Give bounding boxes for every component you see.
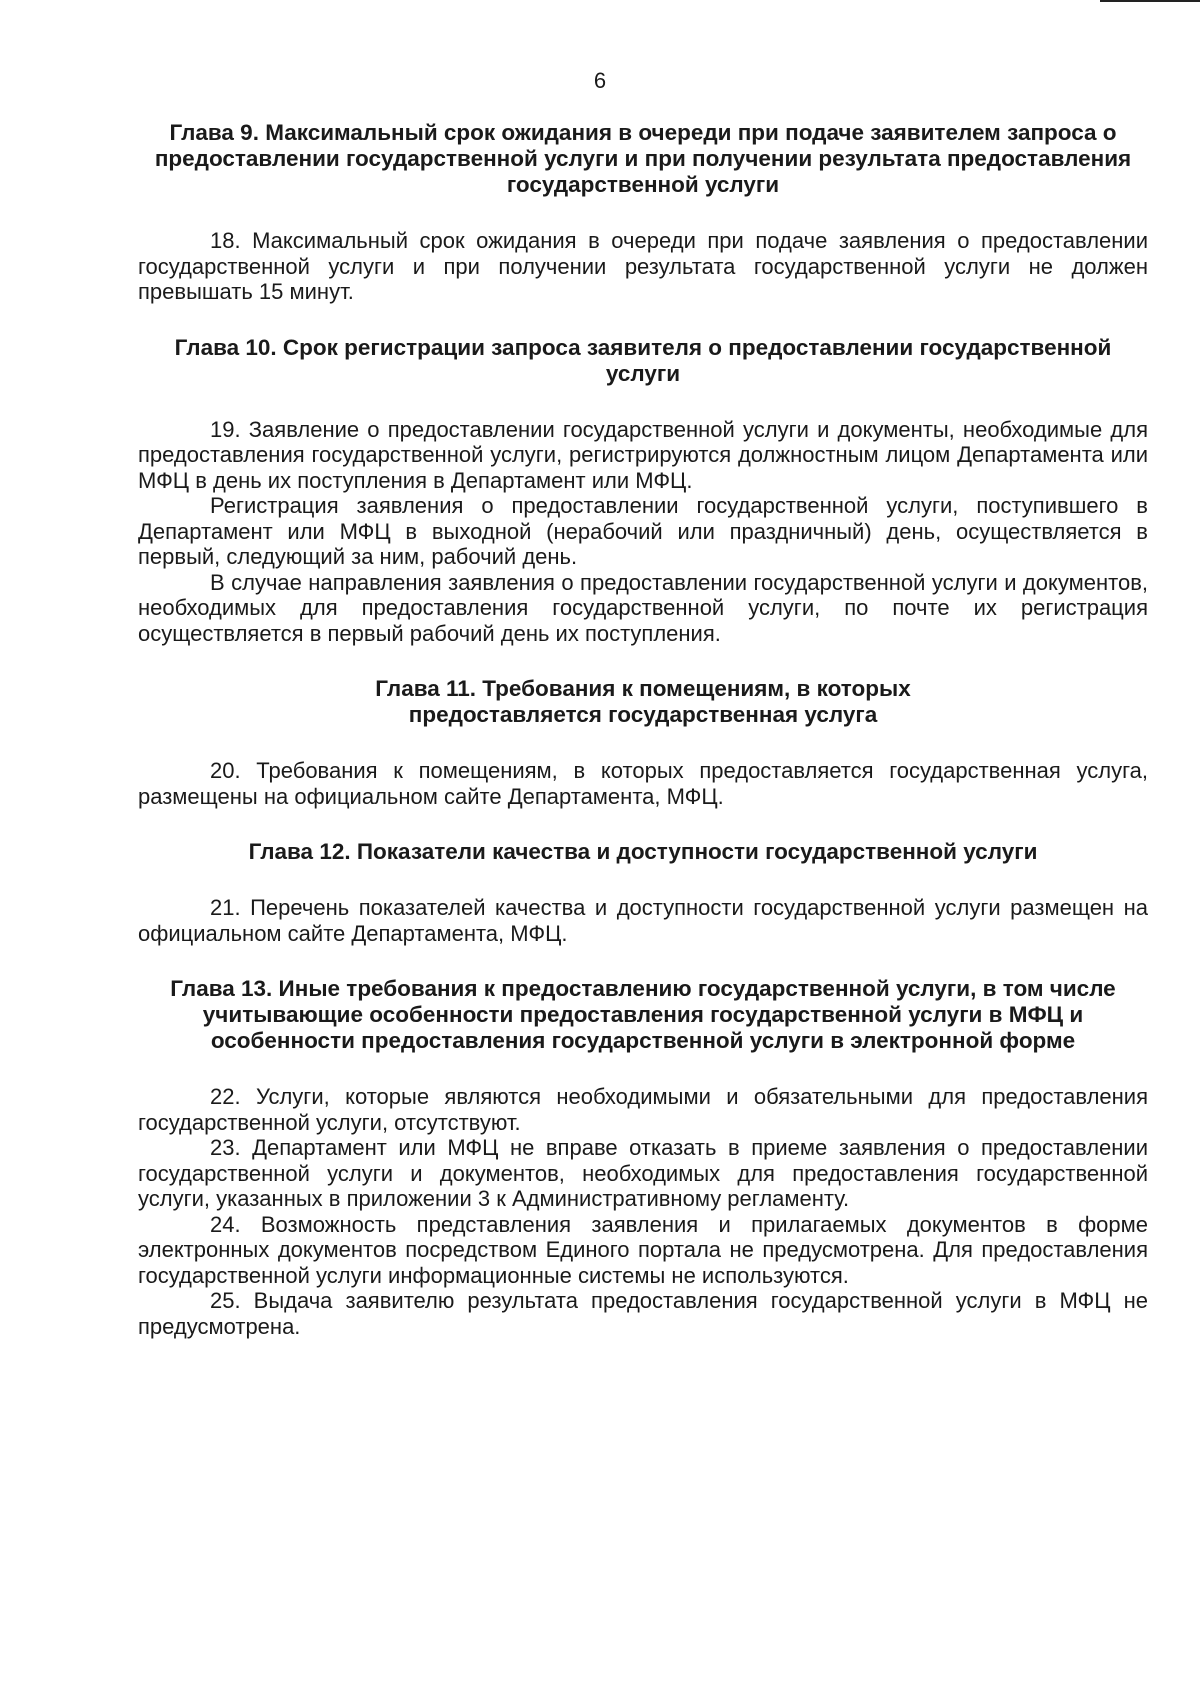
paragraph-24: 24. Возможность представления заявления и прилагаемых документов в форме электронных документов посредством Единого портала не предусмотрена. Для предоставления государственной услуги информационные системы не используются.	[138, 1211, 1148, 1288]
paragraph-19-mail: В случае направления заявления о предоставлении государственной услуги и документов, необходимых для предоставления государственной услуги, по почте их регистрация осуществляется в первый рабочий день их поступления.	[138, 569, 1148, 646]
paragraph-23: 23. Департамент или МФЦ не вправе отказать в приеме заявления о предоставлении государственной услуги и документов, необходимых для предоставления государственной услуги, указанных в приложении 3 к Административному регламенту.	[138, 1135, 1148, 1211]
chapter-10-heading: Глава 10. Срок регистрации запроса заявителя о предоставлении государственной услуги	[174, 334, 1112, 386]
corner-divider	[1100, 0, 1200, 2]
paragraph-20: 20. Требования к помещениям, в которых предоставляется государственная услуга, размещены на официальном сайте Департамента, МФЦ.	[138, 758, 1148, 809]
paragraph-19-registration: Регистрация заявления о предоставлении государственной услуги, поступившего в Департамент или МФЦ в выходной (нерабочий или праздничный) день, осуществляется в первый, следующий за ним, рабочий день.	[138, 493, 1148, 569]
chapter-12-heading: Глава 12. Показатели качества и доступности государственной услуги	[248, 839, 1038, 864]
paragraph-21: 21. Перечень показателей качества и доступности государственной услуги размещен на официальном сайте Департамента, МФЦ.	[138, 895, 1148, 946]
chapter-11-heading: Глава 11. Требования к помещениям, в которых предоставляется государственная услуга	[375, 676, 911, 727]
document-body	[138, 120, 1148, 1339]
paragraph-19: 19. Заявление о предоставлении государственной услуги и документы, необходимые для предоставления государственной услуги, регистрируются должностным лицом Департамента или МФЦ в день их поступления в Департамент или МФЦ.	[138, 416, 1148, 493]
chapter-9-heading: Глава 9. Максимальный срок ожидания в очереди при подаче заявителем запроса о предоставлении государственной услуги и при получении результата предоставления государственной услуги	[154, 120, 1132, 197]
page-number: 6	[593, 68, 607, 93]
chapter-13-heading: Глава 13. Иные требования к предоставлению государственной услуги, в том числе учитывающие особенности предоставления государственной услуги в МФЦ и особенности предоставления государственной услуги в электронной форме	[170, 976, 1116, 1053]
paragraph-22: 22. Услуги, которые являются необходимыми и обязательными для предоставления государственной услуги, отсутствуют.	[138, 1084, 1148, 1135]
paragraph-25: 25. Выдача заявителю результата предоставления государственной услуги в МФЦ не предусмотрена.	[138, 1288, 1148, 1339]
paragraph-18: 18. Максимальный срок ожидания в очереди при подаче заявления о предоставлении государственной услуги и при получении результата государственной услуги не должен превышать 15 минут.	[138, 228, 1148, 304]
